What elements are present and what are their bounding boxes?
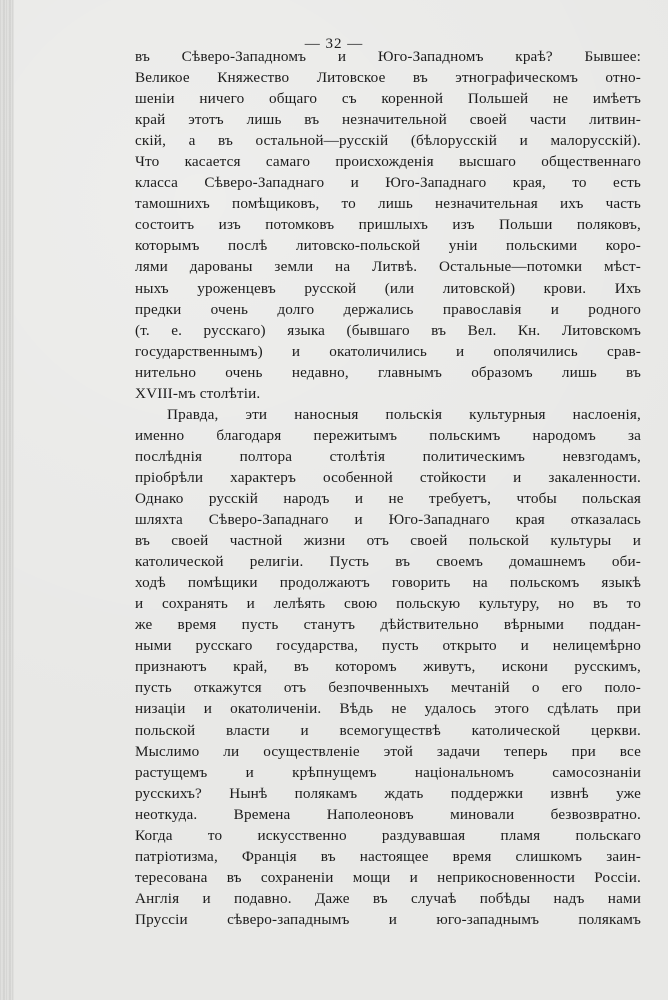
page-binding-edge: [0, 0, 14, 1000]
body-text: [135, 46, 641, 930]
text-line: католической религіи. Пусть въ своемъ домашнемъ оби-: [135, 553, 641, 571]
page-number: — 32 —: [304, 36, 364, 52]
text-line: Великое Княжество Литовское въ этнографическомъ отно-: [135, 69, 641, 87]
text-line: же время пусть станутъ дѣйствительно вѣрными поддан-: [135, 616, 641, 634]
text-line: предки очень долго держались православія и родного: [135, 300, 641, 318]
text-line: послѣднія полтора столѣтія политическимъ невзгодамъ,: [135, 447, 641, 465]
text-line: класса Сѣверо-Западнаго и Юго-Западнаго края, то есть: [135, 174, 641, 192]
text-line: Пруссіи сѣверо-западнымъ и юго-западнымъ полякамъ: [135, 910, 641, 928]
text-line: польской власти и всемогуществѣ католической церкви.: [135, 721, 641, 739]
text-line: (т. е. русскаго) языка (бывшаго въ Вел. Кн. Литовскомъ: [135, 321, 641, 339]
text-line: растущемъ и крѣпнущемъ національномъ самосознаніи: [135, 763, 641, 781]
text-line: Мыслимо ли осуществленіе этой задачи теперь при все: [135, 742, 641, 760]
text-line: низаціи и окатоличеніи. Вѣдь не удалось этого сдѣлать при: [135, 700, 641, 718]
text-line: XVIII-мъ столѣтіи.: [135, 384, 261, 402]
text-line: русскихъ? Нынѣ полякамъ ждать поддержки извнѣ уже: [135, 784, 641, 802]
text-line: ходѣ помѣщики продолжаютъ говорить на польскомъ языкѣ: [135, 574, 641, 592]
text-line: которымъ послѣ литовско-польской уніи польскими коро-: [135, 237, 641, 255]
text-line: неоткуда. Времена Наполеоновъ миновали безвозвратно.: [135, 805, 641, 823]
text-line: ныхъ уроженцевъ русской (или литовской) крови. Ихъ: [135, 279, 641, 297]
text-line: въ Сѣверо-Западномъ и Юго-Западномъ краѣ? Бывшее:: [135, 48, 641, 65]
text-line: шеніи ничего общаго съ коренной Польшей не имѣетъ: [135, 90, 641, 108]
text-line: тамошнихъ помѣщиковъ, то лишь незначительная ихъ часть: [135, 195, 641, 213]
text-line: шляхта Сѣверо-Западнаго и Юго-Западнаго края отказалась: [135, 511, 641, 529]
text-line: состоитъ изъ потомковъ пришлыхъ изъ Польши поляковъ,: [135, 216, 641, 234]
text-line: Когда то искусственно раздувавшая пламя польскаго: [135, 826, 641, 844]
text-line: признаютъ край, въ которомъ живутъ, искони русскимъ,: [135, 658, 641, 676]
text-line: Однако русскій народъ и не требуетъ, чтобы польская: [135, 489, 641, 507]
text-line: лями дарованы земли на Литвѣ. Остальные—потомки мѣст-: [135, 258, 641, 276]
text-line: тересована въ сохраненіи мощи и неприкосновенности Россіи.: [135, 868, 641, 886]
text-line: ными русскаго государства, пусть открыто и нелицемѣрно: [135, 637, 641, 655]
text-line: край этотъ лишь въ незначительной своей части литвин-: [135, 111, 641, 129]
text-line: пріобрѣли характеръ особенной стойкости и закаленности.: [135, 468, 641, 486]
text-line: и сохранять и лелѣять свою польскую культуру, но въ то: [135, 595, 641, 613]
text-line: Англія и подавно. Даже въ случаѣ побѣды надъ нами: [135, 889, 641, 907]
text-line: Что касается самаго происхожденія высшаго общественнаго: [135, 153, 641, 171]
text-line: именно благодаря пережитымъ польскимъ народомъ за: [135, 426, 641, 444]
text-line: въ своей частной жизни отъ своей польской культуры и: [135, 532, 641, 550]
text-line: государственнымъ) и окатоличились и ополячились срав-: [135, 342, 641, 360]
text-line: пусть откажутся отъ безпочвенныхъ мечтаній о его поло-: [135, 679, 641, 697]
text-line: скій, а въ остальной—русскій (бѣлорусскій и малорусскій).: [135, 132, 641, 150]
text-line: патріотизма, Франція въ настоящее время слишкомъ заин-: [135, 847, 641, 865]
text-line: нительно очень недавно, главнымъ образомъ лишь въ: [135, 363, 641, 381]
text-line: Правда, эти наносныя польскія культурныя наслоенія,: [167, 405, 641, 423]
